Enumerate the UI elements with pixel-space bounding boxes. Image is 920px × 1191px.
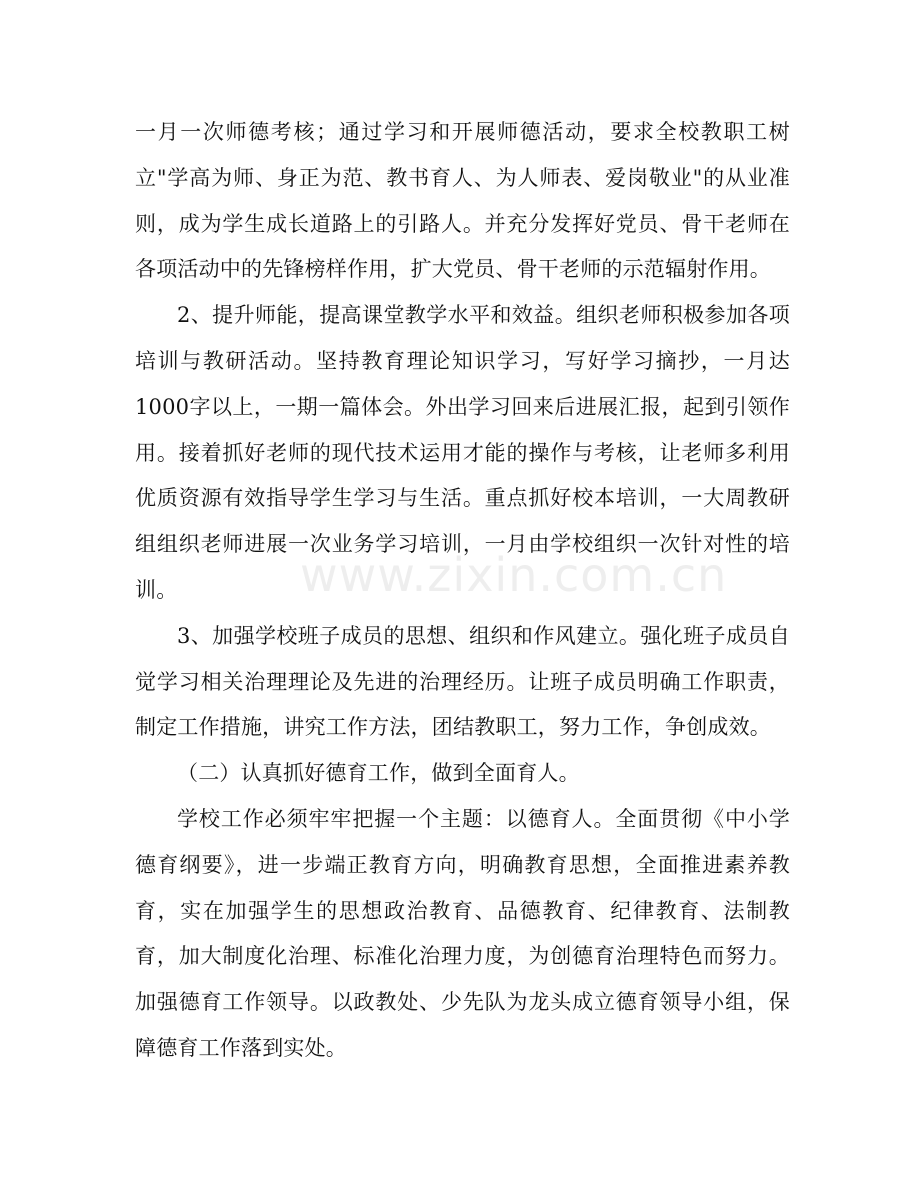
document-body (135, 110, 790, 1072)
watermark-text: www.zixin.com.cn (300, 548, 728, 602)
paragraph-moral-education: 学校工作必须牢牢把握一个主题：以德育人。全面贯彻《中小学德育纲要》，进一步端正教育方向，明确教育思想，全面推进素养教育，实在加强学生的思想政治教育、品德教育、纪律教育、法制教育，加大制度化治理、标准化治理力度，为创德育治理特色而努力。加强德育工作领导。以政教处、少先队为龙头成立德育领导小组，保障德育工作落到实处。 (135, 806, 790, 1060)
paragraph-item-3: 3、加强学校班子成员的思想、组织和作风建立。强化班子成员自觉学习相关治理理论及先进的治理经历。让班子成员明确工作职责，制定工作措施，讲究工作方法，团结教职工，努力工作，争创成效。 (135, 623, 790, 740)
paragraph-item-2: 2、提升师能，提高课堂教学水平和效益。组织老师积极参加各项培训与教研活动。坚持教育理论知识学习，写好学习摘抄，一月达1000字以上，一期一篇体会。外出学习回来后进展汇报，起到引领作用。接着抓好老师的现代技术运用才能的操作与考核，让老师多利用优质资源有效指导学生学习与生活。重点抓好校本培训，一大周教研组组织老师进展一次业务学习培训，一月由学校组织一次针对性的培训。 (135, 303, 790, 602)
section-heading: （二）认真抓好德育工作，做到全面育人。 (177, 761, 580, 786)
paragraph-continuation: 一月一次师德考核；通过学习和开展师德活动，要求全校教职工树立"学高为师、身正为范、教书育人、为人师表、爱岗敬业"的从业准则，成为学生成长道路上的引路人。并充分发挥好党员、骨干老师在各项活动中的先锋榜样作用，扩大党员、骨干老师的示范辐射作用。 (135, 120, 790, 282)
